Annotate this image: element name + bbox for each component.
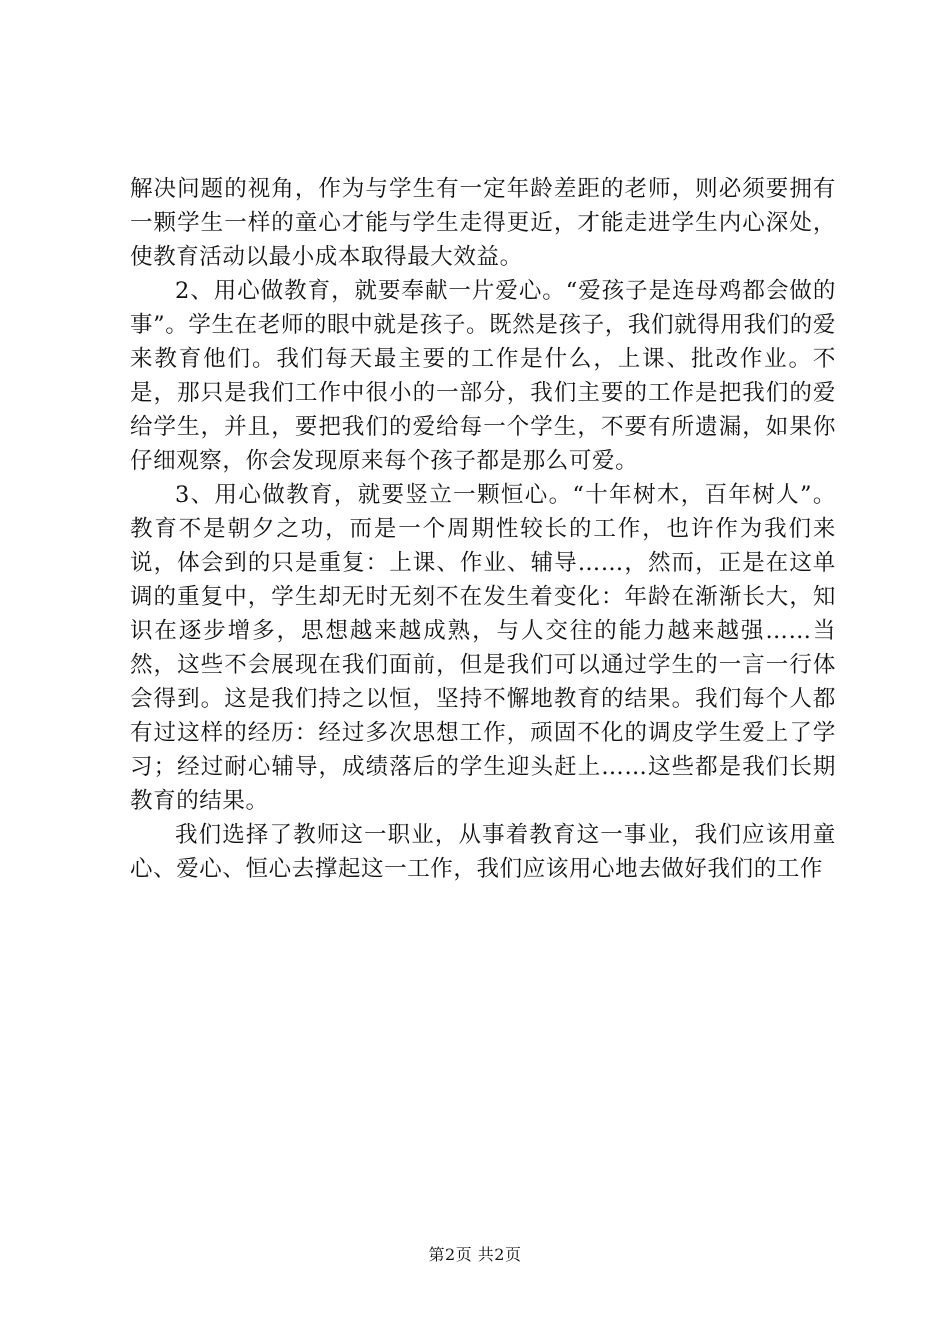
paragraph-conclusion: 我们选择了教师这一职业，从事着教育这一事业，我们应该用童心、爱心、恒心去撑起这一工作，我们应该用心地去做好我们的工作 [130,822,836,882]
paragraph-continued-vision: 解决问题的视角，作为与学生有一定年龄差距的老师，则必须要拥有一颗学生一样的童心才能与学生走得更近，才能走进学生内心深处，使教育活动以最小成本取得最大效益。 [130,176,836,270]
paragraph-perseverance: 3、用心做教育，就要竖立一颗恒心。“十年树木，百年树人”。教育不是朝夕之功，而是一个周期性较长的工作，也许作为我们来说，体会到的只是重复：上课、作业、辅导……，然而，正是在这单调的重复中，学生却无时无刻不在发生着变化：年龄在渐渐长大，知识在逐步增多，思想越来越成熟，与人交往的能力越来越强……当然，这些不会展现在我们面前，但是我们可以通过学生的一言一行体会得到。这是我们持之以恒，坚持不懈地教育的结果。我们每个人都有过这样的经历：经过多次思想工作，顽固不化的调皮学生爱上了学习；经过耐心辅导，成绩落后的学生迎头赶上……这些都是我们长期教育的结果。 [130,482,836,814]
paragraph-love: 2、用心做教育，就要奉献一片爱心。“爱孩子是连母鸡都会做的事”。学生在老师的眼中就是孩子。既然是孩子，我们就得用我们的爱来教育他们。我们每天最主要的工作是什么，上课、批改作业。不是，那只是我们工作中很小的一部分，我们主要的工作是把我们的爱给学生，并且，要把我们的爱给每一个学生，不要有所遗漏，如果你仔细观察，你会发现原来每个孩子都是那么可爱。 [130,278,836,474]
document-body [130,172,836,886]
page-number-label: 第2页 共2页 [428,1245,522,1264]
page-footer [0,1244,950,1266]
